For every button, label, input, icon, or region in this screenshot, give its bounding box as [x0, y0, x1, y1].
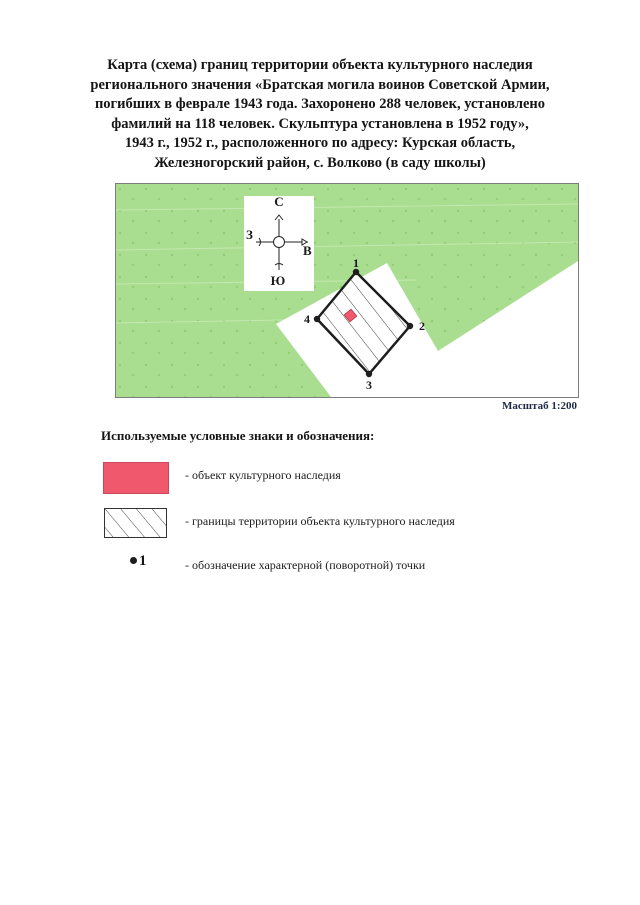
compass-north-label: С: [274, 194, 284, 209]
point-label-2: 2: [419, 319, 425, 333]
compass-south-label: Ю: [270, 273, 286, 288]
title-line: погибших в феврале 1943 года. Захоронено 288 человек, установлено: [94, 96, 546, 112]
turning-point-legend-number: 1: [139, 553, 147, 569]
legend-turning-point-label: - обозначение характерной (поворотной) точки: [185, 558, 426, 572]
compass-west-label: З: [246, 227, 253, 242]
map-scale: Масштаб 1:200: [501, 400, 577, 412]
heritage-object-swatch: [103, 462, 169, 494]
turning-point-2: [407, 323, 413, 329]
map-title: [70, 56, 570, 173]
turning-point-legend-symbol: [130, 553, 147, 570]
point-label-1: 1: [353, 256, 359, 270]
territory-border-swatch: [104, 508, 167, 538]
title-line: Железногорский район, с. Волково (в саду школы): [154, 154, 486, 171]
point-dot-icon: [130, 557, 137, 564]
legend-title: Используемые условные знаки и обозначения:: [101, 428, 375, 443]
map-canvas: [116, 184, 578, 397]
title-line: 1943 г., 1952 г., расположенного по адресу: Курская область,: [124, 135, 516, 151]
compass-east-label: В: [303, 243, 312, 258]
legend-territory-border-label: - границы территории объекта культурного наследия: [185, 514, 455, 528]
point-label-3: 3: [366, 378, 372, 392]
map-frame: [115, 183, 579, 398]
turning-point-4: [314, 316, 320, 322]
title-line: фамилий на 118 человек. Скульптура установлена в 1952 году»,: [111, 115, 529, 132]
turning-point-3: [366, 371, 372, 377]
legend-heritage-object-label: - объект культурного наследия: [185, 468, 341, 482]
point-label-4: 4: [304, 312, 310, 326]
title-line: регионального значения «Братская могила воинов Советской Армии,: [90, 76, 550, 93]
title-line: Карта (схема) границ территории объекта культурного наследия: [107, 57, 533, 73]
